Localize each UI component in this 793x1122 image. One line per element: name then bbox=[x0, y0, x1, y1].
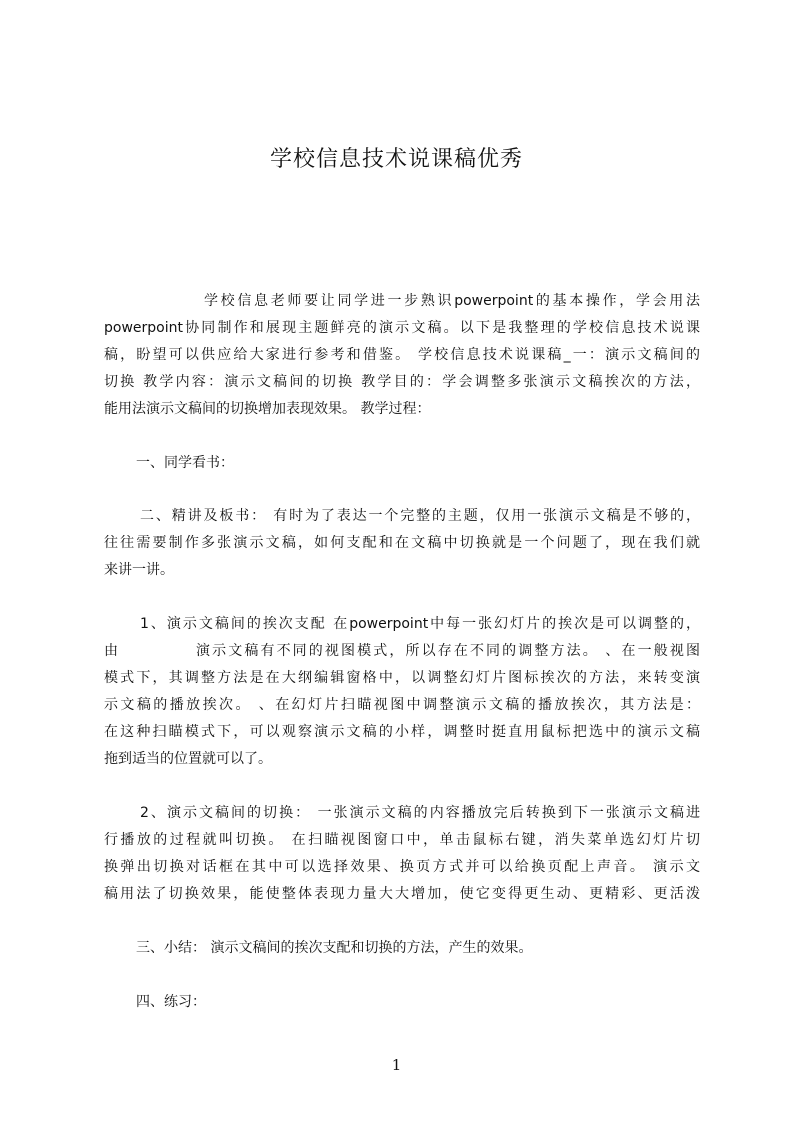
item-2-line-4: 稿用法了切换效果，能使整体表现力量大大增加，使它变得更生动、更精彩、更活泼 bbox=[104, 886, 700, 902]
document-title: 学校信息技术说课稿优秀 bbox=[269, 147, 523, 172]
item-2-line-1: 2、演示文稿间的切换： 一张演示文稿的内容播放完后转换到下一张演示文稿进 bbox=[140, 805, 700, 821]
section-2-line-2: 往往需要制作多张演示文稿，如何支配和在文稿中切换就是一个问题了，现在我们就 bbox=[104, 535, 700, 551]
section-2-line-3: 来讲一讲。 bbox=[104, 562, 174, 578]
intro-line-4: 切换 教学内容：演示文稿间的切换 教学目的：学会调整多张演示文稿挨次的方法， bbox=[104, 374, 700, 390]
intro-line-2: powerpoint协同制作和展现主题鲜亮的演示文稿。以下是我整理的学校信息技术说课 bbox=[104, 320, 700, 336]
intro-line-3: 稿，盼望可以供应给大家进行参考和借鉴。 学校信息技术说课稿_一：演示文稿间的 bbox=[104, 347, 700, 363]
intro-line-1: 学校信息老师要让同学进一步熟识powerpoint的基本操作，学会用法 bbox=[204, 293, 700, 309]
section-2-line-1: 二、精讲及板书： 有时为了表达一个完整的主题，仅用一张演示文稿是不够的， bbox=[140, 508, 700, 524]
section-3-summary: 三、小结： 演示文稿间的挨次支配和切换的方法，产生的效果。 bbox=[136, 940, 533, 956]
page-number: 1 bbox=[391, 1056, 402, 1074]
item-1-line-4: 示文稿的播放挨次。 、在幻灯片扫瞄视图中调整演示文稿的播放挨次，其方法是： bbox=[104, 697, 700, 713]
item-1-line-1: 1、演示文稿间的挨次支配 在powerpoint中每一张幻灯片的挨次是可以调整的， bbox=[140, 616, 700, 632]
intro-line-5: 能用法演示文稿间的切换增加表现效果。 教学过程： bbox=[104, 401, 431, 417]
item-1-line-5: 在这种扫瞄模式下，可以观察演示文稿的小样，调整时挺直用鼠标把选中的演示文稿 bbox=[104, 724, 700, 740]
item-2-line-3: 换弹出切换对话框在其中可以选择效果、换页方式并可以给换页配上声音。 演示文 bbox=[104, 859, 700, 875]
item-2-line-2: 行播放的过程就叫切换。 在扫瞄视图窗口中，单击鼠标右键，消失菜单选幻灯片切 bbox=[104, 832, 700, 848]
section-1-heading: 一、同学看书： bbox=[136, 455, 234, 471]
item-1-line-3: 模式下，其调整方法是在大纲编辑窗格中，以调整幻灯片图标挨次的方法，来转变演 bbox=[104, 670, 700, 686]
item-1-line-6: 拖到适当的位置就可以了。 bbox=[104, 751, 272, 767]
item-1-line-2a: 由 bbox=[104, 643, 118, 659]
section-4-heading: 四、练习： bbox=[136, 994, 206, 1010]
item-1-line-2b: 演示文稿有不同的视图模式，所以存在不同的调整方法。 、在一般视图 bbox=[196, 643, 700, 659]
